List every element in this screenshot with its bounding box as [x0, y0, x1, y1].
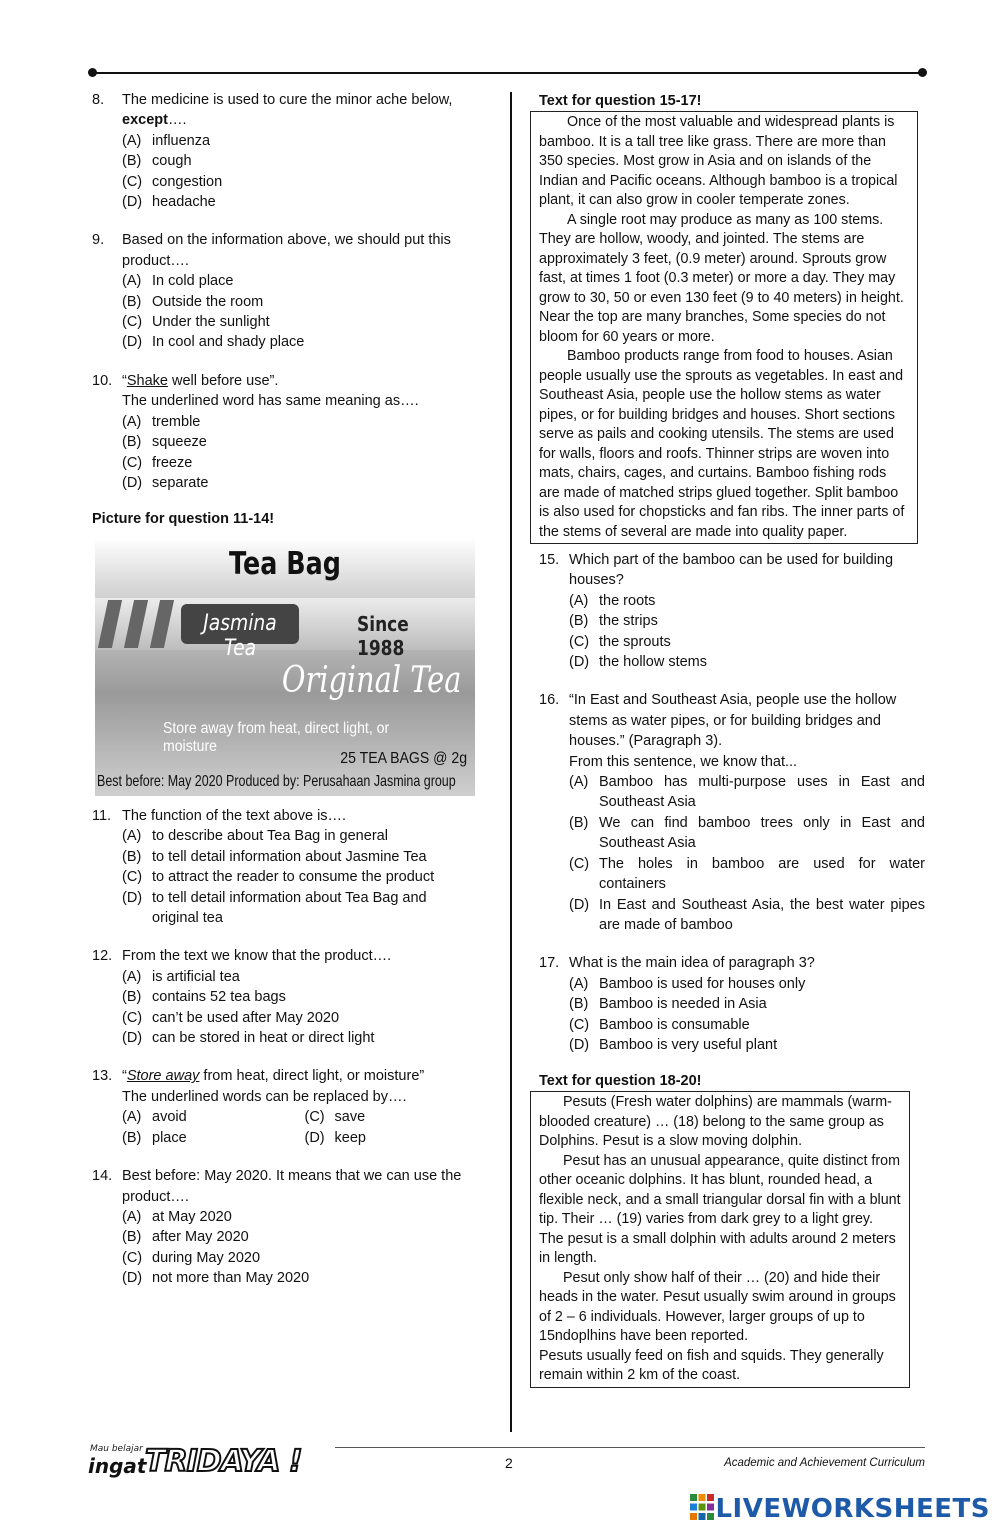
poster-bags: 25 TEA BAGS @ 2g [340, 750, 467, 767]
option-c[interactable]: (C) can’t be used after May 2020 [122, 1009, 340, 1026]
option-c[interactable]: (C) during May 2020 [122, 1249, 261, 1266]
option-c[interactable]: (C) save [304, 1109, 366, 1126]
option-d[interactable]: (D) can be stored in heat or direct light [122, 1030, 375, 1047]
text1-box [530, 111, 918, 544]
option-d[interactable]: (D) to tell detail information about Tea Bag and original tea [122, 889, 427, 927]
question-9: 9. Based on the information above, we should put this product…. (A) In cold place (B) Outside the room (C) Under the sunlight (D) In cool and shady place [92, 230, 487, 352]
option-a[interactable]: (A) influenza [122, 132, 211, 149]
option-d[interactable]: (D) In East and Southeast Asia, the best water pipes are made of bamboo [569, 896, 925, 933]
option-a[interactable]: (A) at May 2020 [122, 1208, 232, 1225]
poster-title: Tea Bag [229, 546, 341, 582]
poster-since: Since 1988 [357, 612, 409, 660]
logo-ingat: ingat [88, 1454, 147, 1478]
text2-paragraph-1: Pesuts (Fresh water dolphins) are mammals (warm-blooded creature) … (18) belong to the same group as Dolphins. Pesut is a slow moving dolphin. [539, 1094, 892, 1150]
right-column [530, 91, 925, 1388]
question-10: 10. “Shake well before use”. The underlined word has same meaning as…. (A) tremble (B) squeeze (C) freeze (D) separate [92, 371, 487, 493]
question-8: 8. The medicine is used to cure the minor ache below, except…. (A) influenza (B) cough (C) congestion (D) headache [92, 90, 487, 212]
question-12: 12. From the text we know that the product…. (A) is artificial tea (B) contains 52 tea bags (C) can’t be used after May 2020 (D) can be stored in heat or direct light [92, 946, 487, 1048]
question-14: 14. Best before: May 2020. It means that we can use the product…. (A) at May 2020 (B) after May 2020 (C) during May 2020 (D) not more than May 2020 [92, 1166, 487, 1288]
poster-store: Store away from heat, direct light, or moisture [163, 720, 390, 755]
option-c[interactable]: (C) the sprouts [569, 633, 671, 650]
option-d[interactable]: (D) not more than May 2020 [122, 1270, 310, 1287]
option-d[interactable]: (D) headache [122, 194, 216, 211]
liveworksheets-logo-icon [690, 1494, 714, 1520]
text2-paragraph-3: Pesut only show half of their … (20) and hide their heads in the water. Pesut usually swim around in groups of 2 – 6 individuals. However, larger groups of up to 15ndoplhins have been reported. [539, 1269, 896, 1345]
option-a[interactable]: (A) Bamboo is used for houses only [569, 975, 806, 992]
option-c[interactable]: (C) The holes in bamboo are used for water containers [569, 855, 925, 893]
text1-paragraph-3: Bamboo products range from food to houses. Asian people usually use the sprouts as vegetables. In east and Southeast Asia, people use the hollow stems as water pipes, or for building bridges and houses. Short sections serve as pails and cooking utensils. The stems are used for walls, floors and roofs. Thinner strips are woven into mats, chairs, cages, and curtains. Bamboo fishing rods are made of matched strips glued together. Split bamboo is also used for chopsticks and fan ribs. The inner parts of the stems of several are made into quality paper. [539, 348, 905, 540]
option-d[interactable]: (D) the hollow stems [569, 654, 707, 671]
option-a[interactable]: (A) to describe about Tea Bag in general [122, 828, 388, 845]
option-a[interactable]: (A) Bamboo has multi-purpose uses in East and Southeast Asia [569, 774, 925, 811]
option-b[interactable]: (B) contains 52 tea bags [122, 989, 286, 1006]
left-column [92, 90, 487, 529]
rule-dot-right [918, 68, 927, 77]
text2-box [530, 1091, 910, 1388]
logo-tridaya: TRIDAYA ! [145, 1444, 302, 1479]
question-17: 17. What is the main idea of paragraph 3? (A) Bamboo is used for houses only (B) Bamboo is needed in Asia (C) Bamboo is consumable (D) Bamboo is very useful plant [539, 953, 925, 1055]
column-divider [510, 92, 512, 1432]
poster-brand: Jasmina Tea [203, 611, 277, 661]
logo-tagline: Mau belajar [90, 1444, 143, 1454]
option-a[interactable]: (A) avoid [122, 1109, 187, 1126]
option-d[interactable]: (D) In cool and shady place [122, 334, 305, 351]
option-b[interactable]: (B) Bamboo is needed in Asia [569, 996, 767, 1013]
option-b[interactable]: (B) the strips [569, 613, 658, 630]
option-d[interactable]: (D) separate [122, 474, 209, 491]
option-a[interactable]: (A) In cold place [122, 273, 234, 290]
option-a[interactable]: (A) is artificial tea [122, 968, 240, 985]
option-b[interactable]: (B) We can find bamboo trees only in East and Southeast Asia [569, 814, 925, 852]
left-column-lower [92, 806, 487, 1307]
option-b[interactable]: (B) to tell detail information about Jasmine Tea [122, 848, 427, 865]
option-b[interactable]: (B) after May 2020 [122, 1229, 249, 1246]
option-c[interactable]: (C) Bamboo is consumable [569, 1016, 750, 1033]
question-11: 11. The function of the text above is…. (A) to describe about Tea Bag in general (B) to tell detail information about Jasmine Tea (C) to attract the reader to consume the product (D) to tell detail information about Tea Bag and original tea [92, 806, 487, 928]
text2-paragraph-4: Pesuts usually feed on fish and squids. They generally remain within 2 km of the coast. [539, 1347, 884, 1384]
curriculum-label: Academic and Achievement Curriculum [724, 1457, 925, 1469]
text1-heading: Text for question 15-17! [539, 93, 702, 109]
option-a[interactable]: (A) the roots [569, 592, 656, 609]
option-c[interactable]: (C) freeze [122, 454, 193, 471]
options [122, 131, 487, 213]
text2-paragraph-2: Pesut has an unusual appearance, quite distinct from other oceanic dolphins. It has blunt, rounded head, a flexible neck, and a small triangular dorsal fin with a blunt tip. Their … (19) varies from dark grey to a light grey. The pesut is a small dolphin with adults around 2 meters in length. [539, 1152, 901, 1267]
text1-paragraph-2: A single root may produce as many as 100 stems. They are hollow, woody, and jointed. The stems are approximately 3 feet, (0.9 meter) around. Sprouts grow fast, at times 1 foot (0.3 meter) or more a day. They may grow to 30, 50 or even 130 feet (9 to 40 meters) in height. Near the top are many branches, Some species do not bloom for 60 years or more. [539, 211, 904, 345]
option-a[interactable]: (A) tremble [122, 413, 201, 430]
poster-stripes [99, 600, 175, 648]
question-13: 13. “Store away from heat, direct light, or moisture” The underlined words can be replaced by…. (A) avoid (C) save (B) place (D) keep [92, 1066, 487, 1148]
picture-heading: Picture for question 11-14! [92, 511, 275, 528]
options-row-2 [122, 1128, 487, 1148]
option-b[interactable]: (B) cough [122, 153, 192, 170]
poster-footer: Best before: May 2020 Produced by: Perusahaan Jasmina group [97, 773, 456, 790]
option-d[interactable]: (D) keep [304, 1129, 366, 1146]
option-c[interactable]: (C) to attract the reader to consume the product [122, 869, 435, 886]
option-b[interactable]: (B) Outside the room [122, 293, 264, 310]
option-b[interactable]: (B) squeeze [122, 434, 207, 451]
page-number: 2 [505, 1455, 513, 1471]
tea-bag-poster [95, 540, 475, 796]
liveworksheets-watermark: LIVEWORKSHEETS [715, 1494, 990, 1524]
text2-heading: Text for question 18-20! [539, 1073, 702, 1090]
option-b[interactable]: (B) place [122, 1129, 187, 1146]
option-d[interactable]: (D) Bamboo is very useful plant [569, 1036, 778, 1053]
option-c[interactable]: (C) Under the sunlight [122, 314, 270, 331]
question-15: 15. Which part of the bamboo can be used for building houses? (A) the roots (B) the strips (C) the sprouts (D) the hollow stems [539, 550, 925, 672]
poster-original: Original Tea [281, 660, 461, 701]
options-row-1 [122, 1107, 487, 1127]
top-rule [92, 72, 923, 74]
footer-rule [335, 1447, 925, 1448]
option-c[interactable]: (C) congestion [122, 173, 223, 190]
question-16: 16. “In East and Southeast Asia, people use the hollow stems as water pipes, or for building bridges and houses.” (Paragraph 3). From this sentence, we know that... (A) Bamboo has multi-purpose uses in East and Southeast Asia (B) We can find bamboo trees only in East and Southeast Asia (C) The holes in bamboo are used for water containers (D) In East and Southeast Asia, the best water pipes are made of bamboo [539, 690, 925, 935]
text1-paragraph-1: Once of the most valuable and widespread plants is bamboo. It is a tall tree like grass. There are more than 350 species. Most grow in Asia and on islands of the Indian and Pacific oceans. Although bamboo is a tropical plant, it can also grow in cooler temperate zones. [539, 114, 898, 208]
